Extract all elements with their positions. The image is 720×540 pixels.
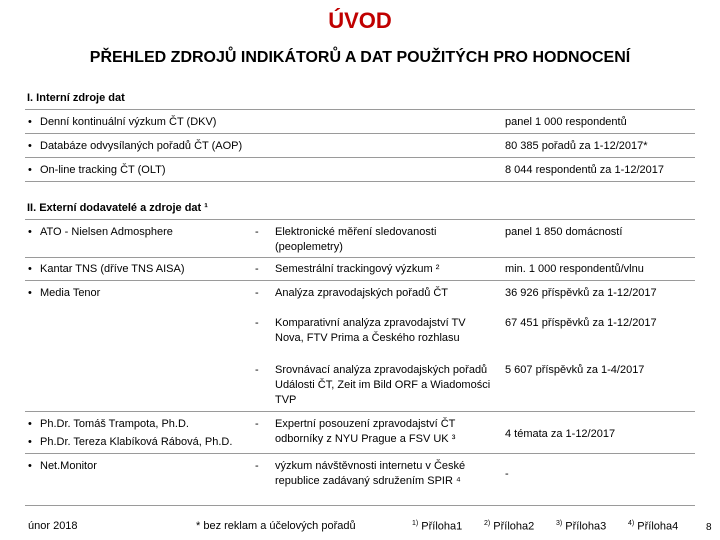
source-cell (28, 139, 468, 154)
divider (25, 133, 695, 134)
page-subtitle: PŘEHLED ZDROJŮ INDIKÁTORŮ A DAT POUŽITÝCH PRO HODNOCENÍ (89, 49, 631, 66)
divider (25, 219, 695, 220)
bullet: • (28, 164, 32, 176)
source-label: Kantar TNS (dříve TNS AISA) (40, 263, 185, 275)
source-cell (28, 115, 468, 130)
section-external-heading: II. Externí dodavatelé a zdroje dat ¹ (27, 202, 208, 214)
bullet: • (28, 436, 32, 448)
source-label: On-line tracking ČT (OLT) (40, 164, 166, 176)
divider (25, 157, 695, 158)
dash: - (255, 226, 259, 238)
divider (25, 411, 695, 412)
page-number: 8 (706, 522, 712, 533)
value-cell: panel 1 000 respondentů (505, 116, 627, 128)
source-cell (28, 225, 248, 240)
divider (25, 257, 695, 258)
divider (25, 280, 695, 281)
bullet: • (28, 116, 32, 128)
dash: - (255, 317, 259, 329)
description-cell: výzkum návštěvnosti internetu v České republice zadávaný sdružením SPIR ⁴ (275, 460, 466, 487)
divider (25, 453, 695, 454)
description-cell: Semestrální trackingový výzkum ² (275, 263, 440, 275)
description-cell: Analýza zpravodajských pořadů ČT (275, 287, 449, 299)
appendix-link-4[interactable] (628, 520, 678, 533)
source-label: Denní kontinuální výzkum ČT (DKV) (40, 116, 217, 128)
page-title: ÚVOD (328, 8, 392, 33)
value-cell: panel 1 850 domácností (505, 226, 623, 238)
description-cell: Expertní posouzení zpravodajství ČT odborníky z NYU Prague a FSV UK ³ (275, 418, 456, 445)
bullet: • (28, 140, 32, 152)
bullet: • (28, 418, 32, 430)
value-cell: - (505, 468, 509, 480)
source-cell (28, 286, 248, 301)
dash: - (255, 460, 259, 472)
value-cell: min. 1 000 respondentů/vlnu (505, 263, 644, 275)
appendix-mark: 1) (412, 520, 419, 527)
source-label: Media Tenor (40, 287, 101, 299)
description-cell: Srovnávací analýza zpravodajských pořadů Události ČT, Zeit im Bild ORF a Wiadomości TVP (275, 364, 491, 406)
appendix-label: Příloha1 (421, 520, 463, 533)
source-label: Databáze odvysílaných pořadů ČT (AOP) (40, 140, 243, 152)
bullet: • (28, 287, 32, 299)
source-cell (28, 459, 248, 474)
description-cell: Elektronické měření sledovanosti (peoplemetry) (275, 226, 437, 253)
section-internal-heading: I. Interní zdroje dat (27, 92, 125, 104)
source-label: Net.Monitor (40, 460, 97, 472)
value-cell: 5 607 příspěvků za 1-4/2017 (505, 364, 645, 376)
appendix-mark: 2) (484, 520, 491, 527)
appendix-link-1[interactable] (412, 520, 462, 533)
description-cell: Komparativní analýza zpravodajství TV Nova, FTV Prima a Českého rozhlasu (275, 317, 466, 344)
value-cell: 36 926 příspěvků za 1-12/2017 (505, 287, 657, 299)
divider (25, 181, 695, 182)
divider (25, 505, 695, 506)
footer-date: únor 2018 (28, 520, 78, 532)
footer-note: * bez reklam a účelových pořadů (196, 520, 356, 532)
appendix-link-2[interactable] (484, 520, 534, 533)
value-cell: 4 témata za 1-12/2017 (505, 428, 616, 440)
value-cell: 80 385 pořadů za 1-12/2017* (505, 140, 648, 152)
dash: - (255, 287, 259, 299)
source-cell (28, 417, 248, 450)
dash: - (255, 364, 259, 376)
appendix-mark: 4) (628, 520, 635, 527)
bullet: • (28, 263, 32, 275)
appendix-link-3[interactable] (556, 520, 606, 533)
value-cell: 8 044 respondentů za 1-12/2017 (505, 164, 665, 176)
bullet: • (28, 226, 32, 238)
source-label: Ph.Dr. Tereza Klabíková Rábová, Ph.D. (40, 436, 233, 448)
appendix-label: Příloha2 (493, 520, 535, 533)
source-cell (28, 163, 468, 178)
source-cell (28, 262, 248, 277)
appendix-label: Příloha4 (637, 520, 679, 533)
dash: - (255, 263, 259, 275)
appendix-label: Příloha3 (565, 520, 607, 533)
source-label: ATO - Nielsen Admosphere (40, 226, 173, 238)
bullet: • (28, 460, 32, 472)
dash: - (255, 418, 259, 430)
divider (25, 109, 695, 110)
appendix-mark: 3) (556, 520, 563, 527)
value-cell: 67 451 příspěvků za 1-12/2017 (505, 317, 657, 329)
source-label: Ph.Dr. Tomáš Trampota, Ph.D. (40, 418, 189, 430)
